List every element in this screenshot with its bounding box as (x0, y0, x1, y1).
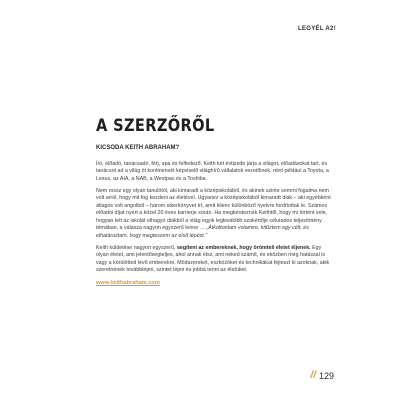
story-quote: „Átkottontam volamire, kitűztem egy célt, és elhatároztam, hogy megteszem az első lépést." (96, 225, 309, 239)
bio-content (96, 145, 332, 288)
mission-text-bold: segíteni az embereknek, hogy örömteli életet éljenek. (176, 244, 311, 251)
bio-paragraph-story (96, 188, 332, 241)
bio-subheading: KICSODA KEITH ABRAHAM? (96, 145, 180, 151)
bio-paragraph-intro: Író, előadó, tanácsadó, férj, apa és felfedező. Keith két évtizede járja a világot, előadásokat tart, és tanácsot ad a világ öt kontinensét képviselő világhírű vállalatok vezetőinek, mint például a Toyota, a Lexus, az AIA, a NAB, a Westpac és a Toshiba. (96, 160, 329, 182)
bio-paragraph-mission (96, 245, 332, 275)
page-footer (310, 370, 334, 381)
mission-text-start: Keith küldetése nagyon egyszerű, (96, 244, 177, 251)
running-head: LEGYÉL A2! (297, 26, 336, 32)
page-number: 129 (318, 370, 334, 381)
mission-text-end: Egy olyan életet, ami jelentőségteljes, ahol annak élsz, ami neked számít, és eközben még hatással is vagy a körülötted lévő emberekre. Módszereket, eszközöket és technikákat fejleszt ki azoknak, akik szeretnének továbblépni, szintet lépni és jobbá tenni az életüket. (96, 244, 330, 274)
story-text: Nem rossz egy olyan tanulótól, aki kimaradt a középiskolából, és akinek szinte semmi fogalma nem volt arról, hogy mit fog kezdeni az életével. Ugyanez a középiskolából kimaradt diák – aki egyébként átlagos volt angolból – három sikerkönyvet írt, amit kilenc különböző nyelvre fordítottak le. Számos előadói díjat nyert a közel 20 éves karrierje során. Ha megkérdeznék Keithtől, hogy mi történt vele, hogyan lett az iskolát elhagyó diákból a világ egyik legkiválóbb szakértője célutados teljesítmény témában, a válasza nagyon egyszerű lenne … (96, 187, 331, 232)
page-title: A SZERZŐRŐL (96, 116, 215, 136)
website-link[interactable]: www.keithabraham.com (96, 280, 160, 287)
page-number-ornament: // (310, 370, 316, 381)
